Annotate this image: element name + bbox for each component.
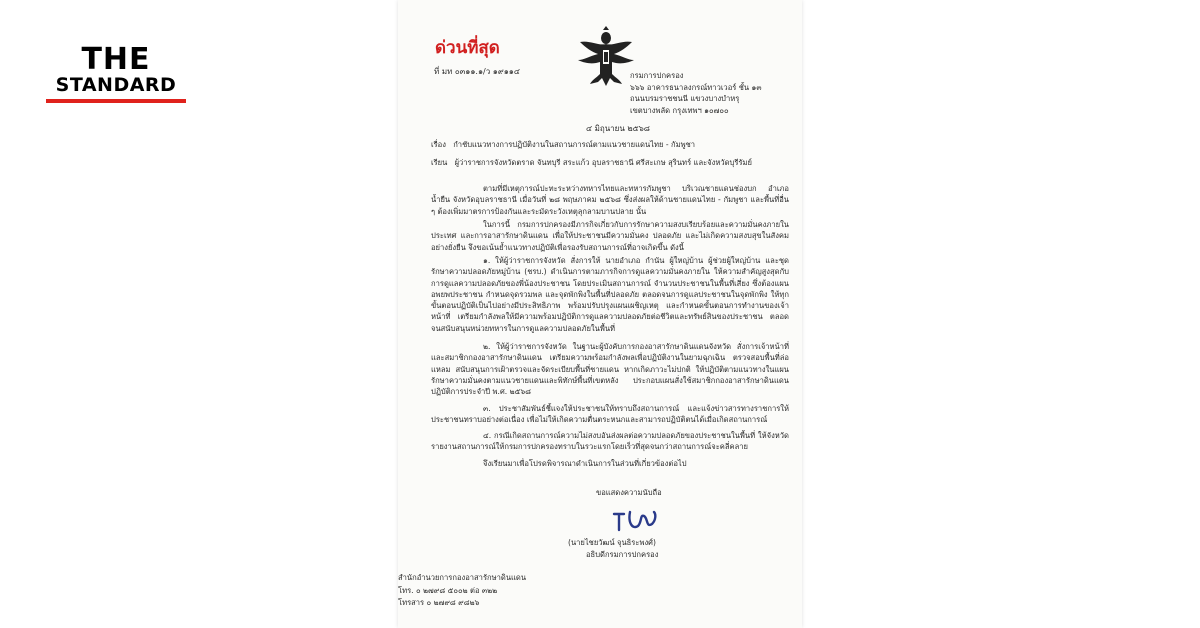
footer-line: โทรสาร ๐ ๒๗๙๘ ๙๘๒๖ [398, 598, 480, 607]
document-number: ที่ มท ๐๓๑๑.๑/ว ๑๙๑๑๔ [434, 67, 520, 76]
handwritten-signature-icon [610, 504, 660, 534]
footer-line: สำนักอำนวยการกองอาสารักษาดินแดน [398, 573, 527, 582]
sender-line: ถนนบรมราชชนนี แขวงบางบำหรุ [630, 94, 740, 103]
brand-line-1: THE [81, 42, 151, 77]
paragraph-text: ๔. กรณีเกิดสถานการณ์ความไม่สงบอันส่งผลต่อความปลอดภัยของประชาชนในพื้นที่ ให้จังหวัดรายงานสถานการณ์ให้กรมการปกครองทราบในรวะแรกโดยเร็วที่สุดจนกว่าสถานการณ์จะคลี่คลาย [431, 431, 789, 452]
signer-name: (นายไชยวัฒน์ จุนธิระพงศ์) [568, 538, 656, 547]
paragraph-text: ตามที่มีเหตุการณ์ปะทะระหว่างทหารไทยและทหารกัมพูชา บริเวณชายแดนช่องบก อำเภอน้ำยืน จังหวัดอุบลราชธานี เมื่อวันที่ ๒๘ พฤษภาคม ๒๕๖๘ ซึ่งส่งผลให้ด้านชายแดนไทย - กัมพูชา และพื้นที่อื่น ๆ ต้องเพิ่มมาตรการป้องกันและระมัดระวังเหตุลุกลามบานปลาย นั้น [431, 184, 789, 216]
body-paragraph [431, 219, 789, 253]
letter-subject [431, 139, 791, 150]
subject-label: เรื่อง [431, 140, 446, 149]
paragraph-text: ๑. ให้ผู้ว่าราชการจังหวัด สั่งการให้ นายอำเภอ กำนัน ผู้ใหญ่บ้าน ผู้ช่วยผู้ใหญ่บ้าน และชุดรักษาความปลอดภัยหมู่บ้าน (ชรบ.) ดำเนินการตามภารกิจการดูแลความมั่นคงภายใน ให้ความสำคัญสูงสุดกับการดูแลความปลอดภัยของพี่น้องประชาชน โดยประเมินสถานการณ์ จำนวนประชาชนในพื้นที่เสี่ยง ซึ่งต้องแผนอพยพประชาชน กำหนดจุดรวมพล และจุดพักพิงในพื้นที่ปลอดภัย ตลอดจนการดูแลประชาชนในจุดพักพิง ให้ทุกขั้นตอนปฏิบัติเป็นไปอย่างมีประสิทธิภาพ พร้อมปรับปรุงแผนเผชิญเหตุ และกำหนดขั้นตอนการทำงานของเจ้าหน้าที่ เตรียมกำลังพลให้มีความพร้อมปฏิบัติการดูแลความปลอดภัยต่อชีวิตและทรัพย์สินของประชาชน ตลอดจนสนับสนุนหน่วยทหารในการดูแลความปลอดภัยในพื้นที่ [431, 256, 789, 333]
urgency-stamp: ด่วนที่สุด [435, 38, 500, 58]
signer-title: อธิบดีกรมการปกครอง [586, 550, 659, 559]
brand-line-2: STANDARD [55, 74, 177, 96]
body-paragraph [431, 341, 789, 397]
subject-text: กำชับแนวทางการปฏิบัติงานในสถานการณ์ตามแนวชายแดนไทย - กัมพูชา [453, 140, 696, 149]
body-paragraph [431, 255, 789, 334]
letter-date: ๔ มิถุนายน ๒๕๖๘ [586, 124, 650, 133]
sender-line: เขตบางพลัด กรุงเทพฯ ๑๐๗๐๐ [630, 105, 729, 115]
brand-logo [46, 42, 186, 103]
paragraph-text: ในการนี้ กรมการปกครองมีภารกิจเกี่ยวกับการรักษาความสงบเรียบร้อยและความมั่นคงภายในประเทศ และการอาสารักษาดินแดน เพื่อให้ประชาชนมีความมั่นคง ปลอดภัย และไม่เกิดความสงบสุขในสังคมอย่างยั่งยืน จึงขอเน้นย้ำแนวทางปฏิบัติเพื่อรองรับสถานการณ์ที่อาจเกิดขึ้น ดังนี้ [431, 220, 789, 252]
closing-phrase: ขอแสดงความนับถือ [596, 488, 662, 497]
official-letter [398, 0, 802, 628]
garuda-emblem-icon [576, 26, 636, 90]
footer-line: โทร. ๐ ๒๗๙๘ ๕๐๐๒ ต่อ ๓๒๒ [398, 585, 498, 595]
body-paragraph [431, 458, 789, 469]
paragraph-text: ๒. ให้ผู้ว่าราชการจังหวัด ในฐานะผู้บังคับการกองอาสารักษาดินแดนจังหวัด สั่งการเจ้าหน้าที่และสมาชิกกองอาสารักษาดินแดน เตรียมความพร้อมกำลังพลเพื่อปฏิบัติงานในยามฉุกเฉิน ตรวจสอบพื้นที่ล่อแหลม สนับสนุนการเฝ้าตรวจและจัดระเบียบพื้นที่ชายแดน หากเกิดภาวะไม่ปกติ ให้ปฏิบัติตามแนวทางในแผนรักษาความมั่นคงตามแนวชายแดนและพิทักษ์พื้นที่เขตหลัง ประกอบแผนสั่งใช้สมาชิกกองอาสารักษาดินแดน ปฏิบัติการประจำปี พ.ศ. ๒๕๖๘ [431, 342, 789, 397]
paragraph-text: จึงเรียนมาเพื่อโปรดพิจารณาดำเนินการในส่วนที่เกี่ยวข้องต่อไป [483, 459, 687, 468]
letter-recipient [431, 157, 791, 168]
sender-line: ๖๖๖ อาคารธนาลงกรณ์ทาวเวอร์ ชั้น ๑๓ [630, 82, 762, 92]
body-paragraph [431, 183, 789, 217]
sender-address [630, 70, 800, 116]
body-paragraph [431, 403, 789, 426]
sender-line: กรมการปกครอง [630, 71, 684, 80]
recipient-label: เรียน [431, 158, 448, 167]
paragraph-text: ๓. ประชาสัมพันธ์ชี้แจงให้ประชาชนให้ทราบถึงสถานการณ์ และแจ้งข่าวสารทางราชการให้ประชาชนทราบอย่างต่อเนื่อง เพื่อไม่ให้เกิดความตื่นตระหนกและสามารถปฏิบัติตนได้เมื่อเกิดสถานการณ์ [431, 404, 789, 425]
recipient-text: ผู้ว่าราชการจังหวัดตราด จันทบุรี สระแก้ว อุบลราชธานี ศรีสะเกษ สุรินทร์ และจังหวัดบุรีรัมย์ [454, 158, 752, 167]
brand-accent-bar [46, 99, 186, 103]
body-paragraph [431, 430, 789, 453]
letter-footer [398, 572, 526, 610]
